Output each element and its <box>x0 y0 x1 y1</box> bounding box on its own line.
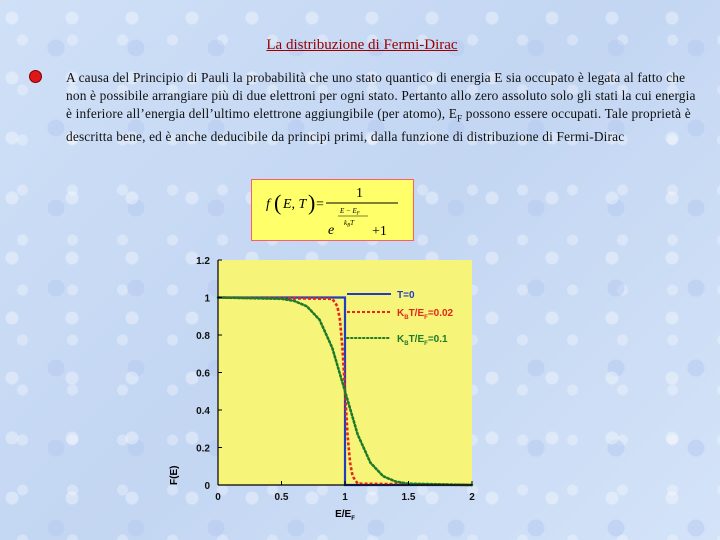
y-tick-label: 0.4 <box>196 406 210 417</box>
formula-plus-one: +1 <box>372 224 387 239</box>
paragraph-part-1: A causa del Principio di Pauli la probabilità che uno stato quantico di energia E sia occupato è legata al fatto che non è possibile arrangiare più di due elettroni per ogni stato. Pertanto allo zero assoluto solo gli stati la cui energia è inferiore all’energia dell’ultimo elettrone aggiungibile (per atomo), E <box>66 70 696 122</box>
formula-e: e <box>328 223 335 238</box>
slide-title: La distribuzione di Fermi-Dirac <box>266 37 458 53</box>
x-tick-label: 1 <box>342 492 348 503</box>
x-tick-label: 0 <box>215 492 221 503</box>
formula-args: E, T <box>283 197 307 212</box>
legend-label-0: T=0 <box>397 290 415 301</box>
formula-paren-open: ( <box>274 190 282 215</box>
y-tick-label: 1 <box>204 293 210 305</box>
x-tick-label: 0.5 <box>274 492 289 503</box>
body-paragraph <box>66 69 696 146</box>
exp-numerator: $E - E_F$ <box>340 207 360 217</box>
formula-equals: = <box>316 197 324 212</box>
exp-denominator: $k_BT$ <box>344 219 355 229</box>
formula-svg <box>252 180 415 242</box>
paragraph-part-2: possono essere occupati. Tale proprietà è descritta bene, ed è anche deducibile da principi primi, dalla funzione di distribuzione di Fermi-Dirac <box>66 106 691 145</box>
legend-label-2: $K_BT/E_F=0.1$ <box>397 334 448 347</box>
y-tick-label: 0.2 <box>196 443 210 455</box>
fermi-dirac-chart <box>165 248 485 528</box>
y-tick-label: 0.8 <box>196 331 210 342</box>
x-tick-label: 1.5 <box>401 492 416 503</box>
paragraph-subscript: F <box>457 114 463 125</box>
y-axis-label: F(E) <box>169 465 180 485</box>
legend-label-1: $K_BT/E_F=0.02$ <box>397 308 454 321</box>
x-tick-label: 2 <box>469 492 475 503</box>
formula-numerator: 1 <box>356 186 363 201</box>
formula-f: f <box>266 197 270 212</box>
y-tick-label: 1.2 <box>196 256 210 267</box>
y-tick-label: 0 <box>204 481 210 492</box>
y-tick-label: 0.6 <box>196 368 210 380</box>
fermi-dirac-formula <box>251 179 414 241</box>
formula-paren-close: ) <box>308 190 316 215</box>
x-axis-label: $E/E_F$ <box>335 509 355 522</box>
bullet-icon <box>29 70 42 83</box>
